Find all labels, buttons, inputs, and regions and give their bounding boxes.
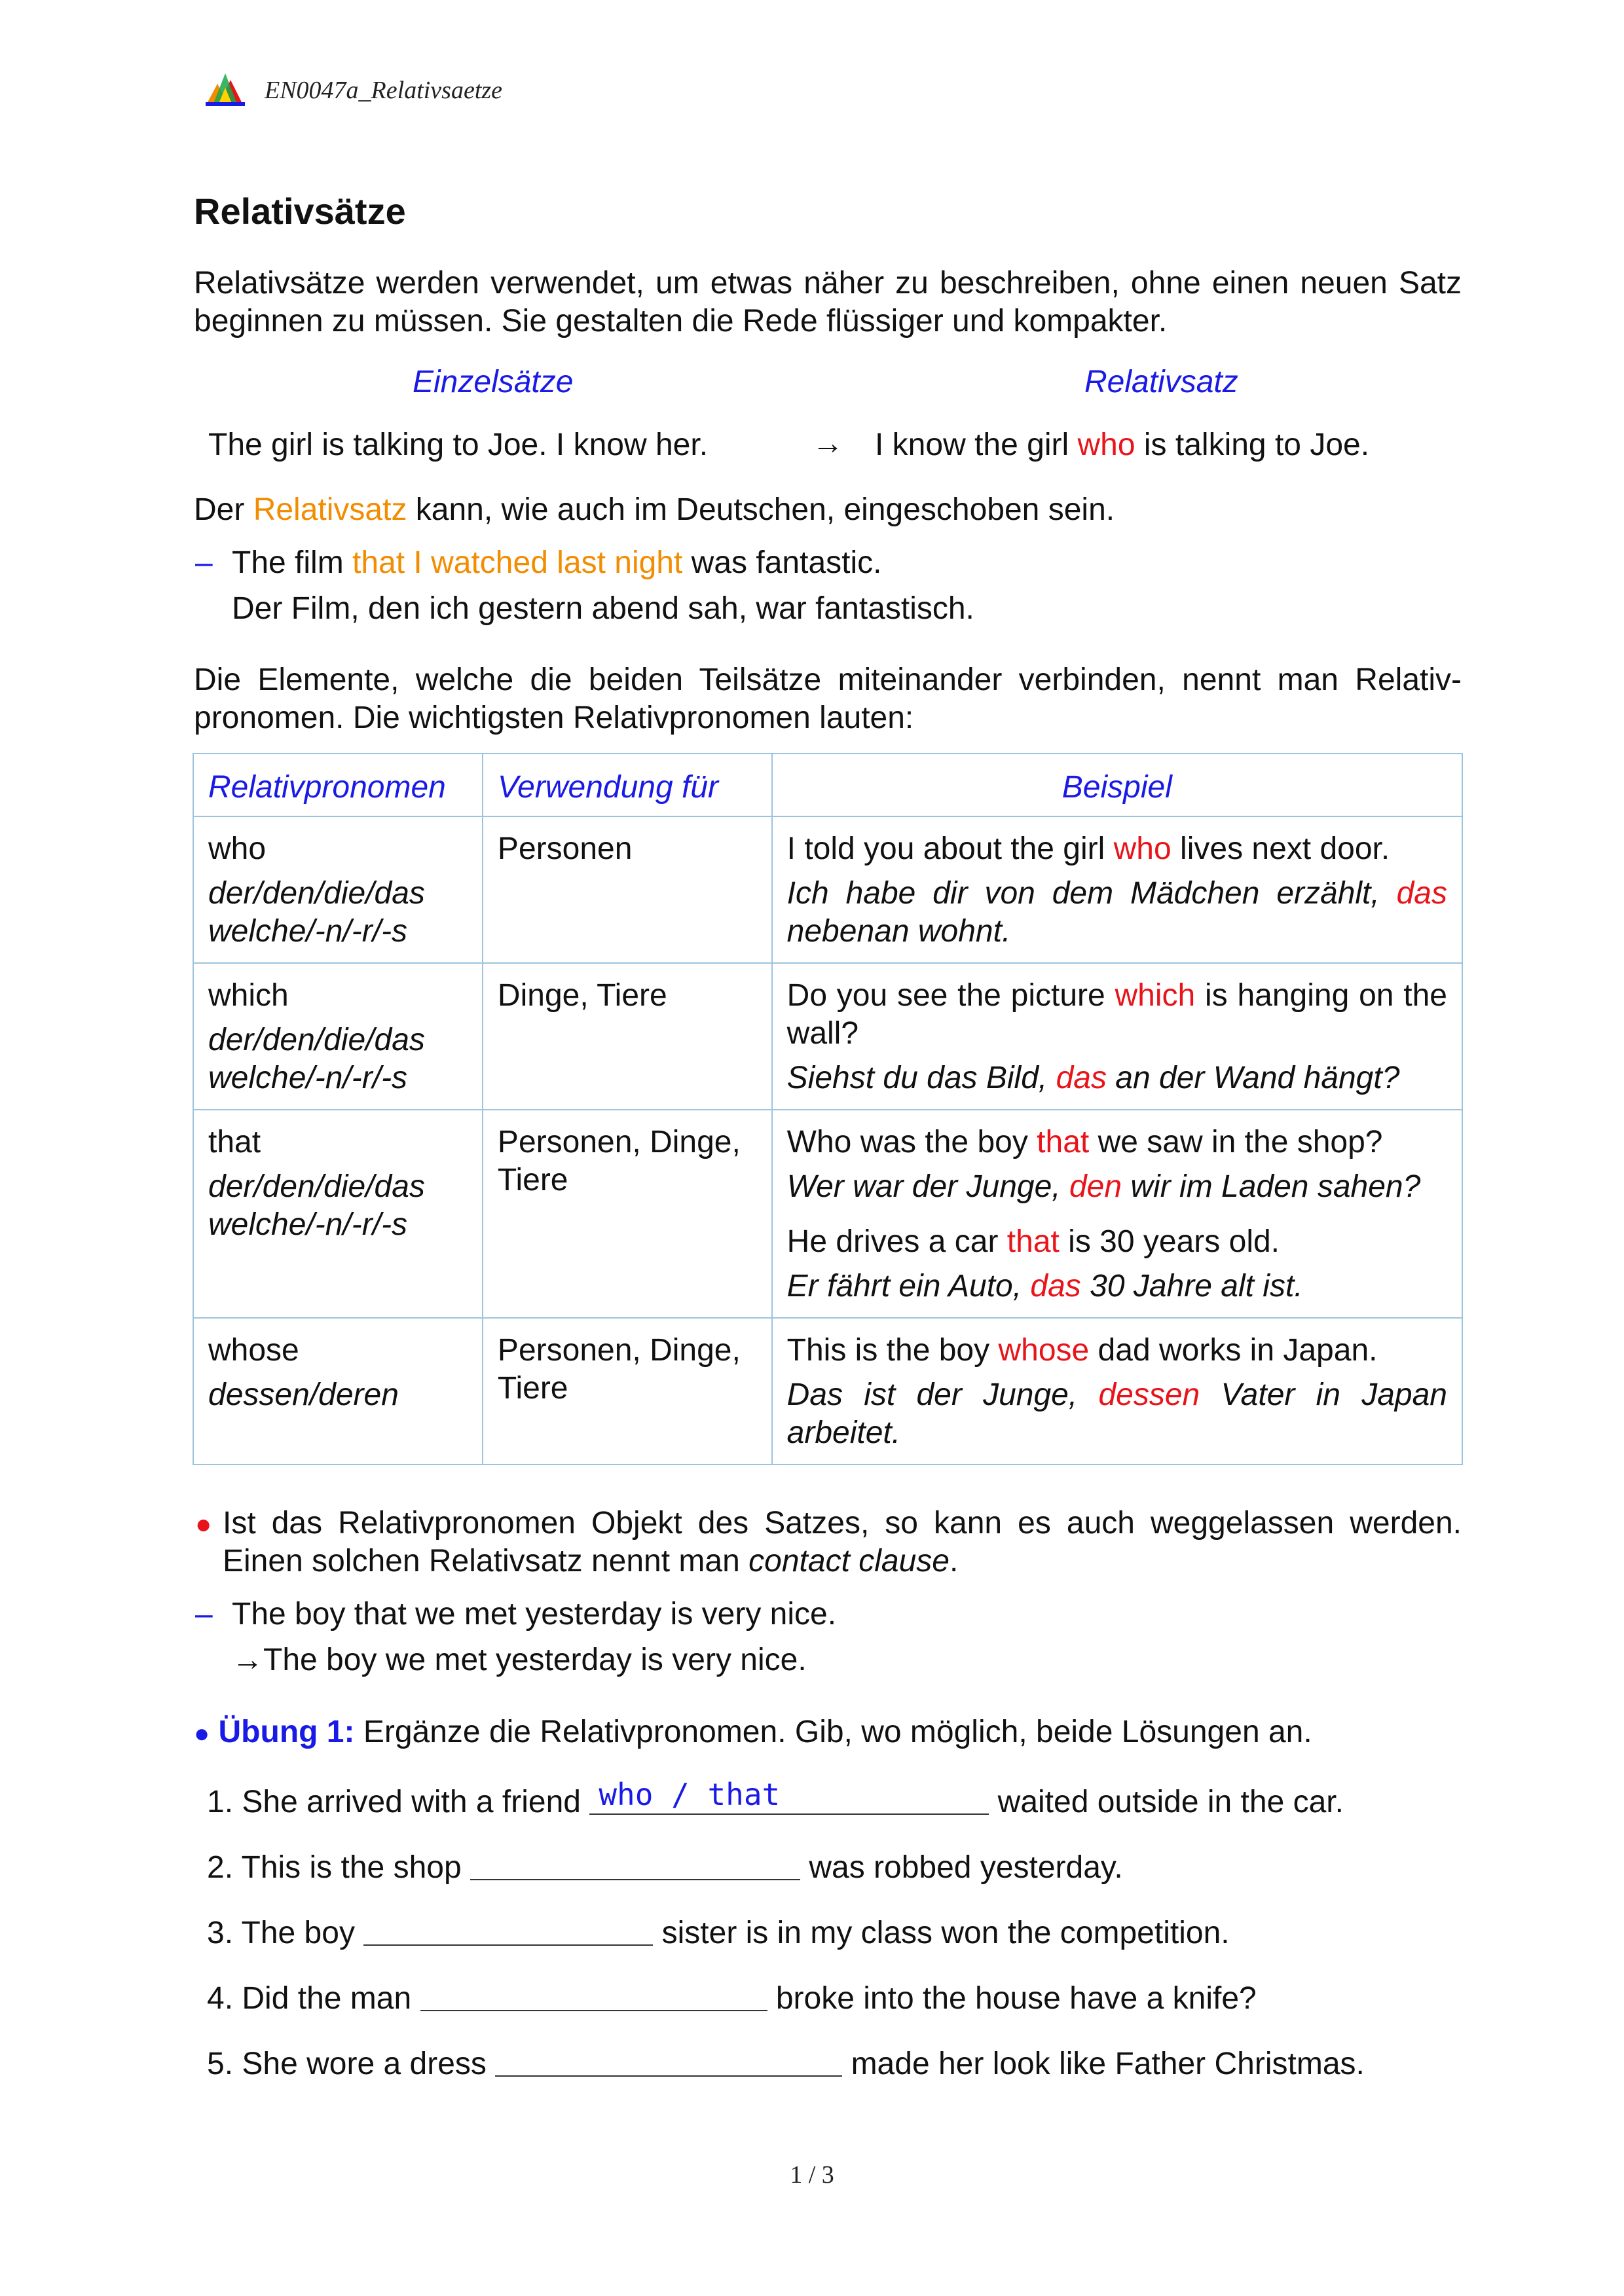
- example-de: Er fährt ein Auto, das 30 Jahre alt ist.: [786, 1269, 1303, 1303]
- bullet-icon: ●: [194, 1719, 210, 1748]
- answer-text: who / that: [599, 1777, 781, 1812]
- pronoun-de-1: der/den/die/das: [208, 876, 425, 911]
- answer-blank[interactable]: [589, 1777, 989, 1815]
- example-cell: [772, 1110, 1462, 1318]
- answer-blank[interactable]: [363, 1913, 653, 1946]
- example-en: I told you about the girl who lives next door.: [786, 831, 1390, 866]
- pronoun-de-1: dessen/deren: [208, 1377, 399, 1412]
- heading-relativsatz: Relativsatz: [1084, 365, 1238, 399]
- example-en: This is the boy whose dad works in Japan.: [786, 1333, 1378, 1368]
- example-de: Das ist der Junge, dessen Vater in Japan arbeitet.: [786, 1377, 1447, 1450]
- example-de: Wer war der Junge, den wir im Laden sahen?: [786, 1169, 1421, 1204]
- example-de: Ich habe dir von dem Mädchen erzählt, das nebenan wohnt.: [786, 876, 1447, 949]
- usage-cell: Personen: [483, 816, 772, 963]
- embedded-example-en: The film that I watched last night was fantastic.: [232, 545, 882, 580]
- table-header-row: [193, 754, 1462, 816]
- pronoun-cell: [193, 1110, 483, 1318]
- header-beispiel: Beispiel: [772, 754, 1462, 816]
- dash-marker: –: [195, 545, 213, 580]
- pronoun-de-2: welche/-n/-r/-s: [208, 1061, 408, 1095]
- single-sentences-example: The girl is talking to Joe. I know her.: [208, 428, 709, 462]
- exercise-item-4: 4. Did the man broke into the house have a knife?: [207, 1978, 1257, 2016]
- heading-einzelsaetze: Einzelsätze: [413, 365, 574, 399]
- example-en: Do you see the picture which is hanging on the wall?: [786, 978, 1447, 1051]
- pronoun-en: who: [208, 831, 267, 866]
- page-title: Relativsätze: [194, 191, 406, 232]
- logo-icon: [204, 71, 246, 107]
- exercise-item-1: 1. She arrived with a friend who / that waited outside in the car.: [207, 1777, 1344, 1819]
- usage-cell: Dinge, Tiere: [483, 963, 772, 1110]
- header-relativpronomen: Relativpronomen: [193, 754, 483, 816]
- contact-example-1: The boy that we met yesterday is very nice.: [232, 1597, 837, 1631]
- page-number: 1 / 3: [790, 2161, 834, 2189]
- exercise-item-2: 2. This is the shop was robbed yesterday.: [207, 1848, 1123, 1886]
- pronoun-de-2: welche/-n/-r/-s: [208, 914, 408, 949]
- pronoun-de-1: der/den/die/das: [208, 1169, 425, 1204]
- answer-blank[interactable]: [495, 2044, 842, 2077]
- table-row: [193, 1110, 1462, 1318]
- example-de: Siehst du das Bild, das an der Wand hängt?: [786, 1061, 1400, 1095]
- exercise-heading: ● Übung 1: Ergänze die Relativpronomen. Gib, wo möglich, beide Lösungen an.: [194, 1715, 1312, 1749]
- usage-cell: Personen, Dinge, Tiere: [483, 1318, 772, 1465]
- pronoun-de-2: welche/-n/-r/-s: [208, 1207, 408, 1242]
- example-cell: [772, 816, 1462, 963]
- relative-pronoun-table: [193, 753, 1463, 1465]
- contact-example-2: →The boy we met yesterday is very nice.: [232, 1643, 807, 1677]
- example-en: Who was the boy that we saw in the shop?: [786, 1125, 1383, 1159]
- embedded-example-de: Der Film, den ich gestern abend sah, war fantastisch.: [232, 591, 974, 626]
- exercise-item-5: 5. She wore a dress made her look like Father Christmas.: [207, 2044, 1365, 2082]
- table-row: [193, 816, 1462, 963]
- pronoun-en: that: [208, 1125, 261, 1159]
- exercise-item-3: 3. The boy sister is in my class won the competition.: [207, 1913, 1230, 1951]
- header-verwendung: Verwendung für: [483, 754, 772, 816]
- table-row: [193, 963, 1462, 1110]
- arrow-icon: →: [812, 426, 843, 461]
- embedded-note: Der Relativsatz kann, wie auch im Deutschen, eingeschoben sein.: [194, 492, 1115, 527]
- example-cell: [772, 1318, 1462, 1465]
- pronoun-en: which: [208, 978, 289, 1013]
- answer-blank[interactable]: [420, 1978, 767, 2011]
- relative-sentence-example: I know the girl who is talking to Joe.: [875, 428, 1370, 462]
- table-row: [193, 1318, 1462, 1465]
- bullet-icon: ●: [195, 1508, 212, 1539]
- example-cell: [772, 963, 1462, 1110]
- example-en: He drives a car that is 30 years old.: [786, 1224, 1280, 1259]
- pronoun-cell: [193, 963, 483, 1110]
- usage-cell: Personen, Dinge, Tiere: [483, 1110, 772, 1318]
- pronoun-en: whose: [208, 1333, 299, 1368]
- pronoun-de-1: der/den/die/das: [208, 1023, 425, 1057]
- pronoun-cell: [193, 816, 483, 963]
- intro-paragraph: Relativsätze werden verwendet, um etwas näher zu beschreiben, ohne einen neuen Satz beginnen zu müssen. Sie gestalten die Rede flüssiger und kompakter.: [194, 266, 1462, 338]
- document-id: EN0047a_Relativsaetze: [265, 77, 503, 104]
- contact-clause-note: Ist das Relativpronomen Objekt des Satzes, so kann es auch weggelassen werden. Einen solchen Relativsatz nennt man contact clause.: [223, 1506, 1462, 1578]
- dash-marker: –: [195, 1597, 213, 1631]
- elements-paragraph: Die Elemente, welche die beiden Teilsätze miteinander verbinden, nennt man Relativ-pronomen. Die wichtigsten Relativpronomen lauten:: [194, 663, 1462, 735]
- arrow-icon: →: [232, 1643, 263, 1677]
- pronoun-cell: [193, 1318, 483, 1465]
- answer-blank[interactable]: [470, 1848, 800, 1880]
